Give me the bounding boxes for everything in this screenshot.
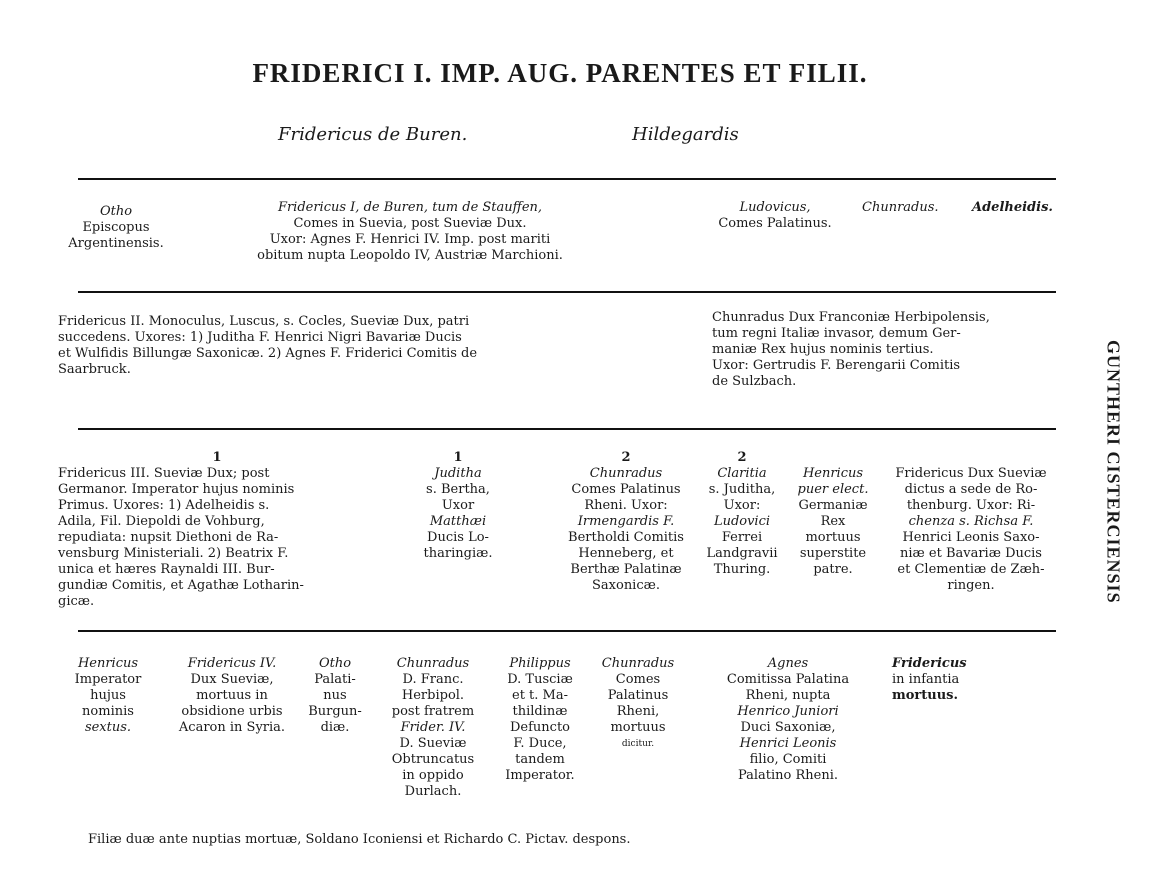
entry-line: chenza s. Richsa F. <box>908 514 1034 529</box>
divider-rule-1 <box>78 178 1056 180</box>
entry-philippus <box>490 656 590 784</box>
entry-line: D. Tusciæ <box>507 672 573 687</box>
entry-line: Palatino Rheni. <box>737 768 839 783</box>
entry-line: Claritia <box>717 466 767 481</box>
entry-line: in infantia <box>892 672 960 687</box>
entry-line: tum regni Italiæ invasor, demum Ger- <box>712 326 961 341</box>
divider-rule-4 <box>78 630 1056 632</box>
entry-line: hujus <box>90 688 126 703</box>
entry-line: Fridericus III. Sueviæ Dux; post <box>58 466 270 481</box>
entry-chunradus-franconia <box>378 656 488 800</box>
entry-fridericus-3 <box>58 450 376 610</box>
entry-line: Fridericus IV. <box>187 656 277 671</box>
ordinal-number: 2 <box>621 450 631 465</box>
entry-line: Comes Palatinus <box>571 482 681 497</box>
entry-line: Henneberg, et <box>578 546 674 561</box>
entry-line: Saarbruck. <box>58 362 131 377</box>
entry-line: niæ et Bavariæ Ducis <box>900 546 1042 561</box>
entry-line: Henrici Leonis Saxo- <box>902 530 1040 545</box>
entry-line: Comes in Suevia, post Sueviæ Dux. <box>293 216 527 231</box>
entry-line: patre. <box>813 562 853 577</box>
entry-line: Adila, Fil. Diepoldi de Vohburg, <box>58 514 265 529</box>
entry-chunradus-1: Chunradus. <box>862 200 939 215</box>
entry-line: post fratrem <box>391 704 475 719</box>
entry-line: repudiata: nupsit Diethoni de Ra- <box>58 530 279 545</box>
ordinal-number: 1 <box>453 450 463 465</box>
entry-line: Henricus <box>802 466 864 481</box>
entry-line: nominis <box>82 704 134 719</box>
entry-line: Rex <box>820 514 846 529</box>
entry-line: Uxor: <box>723 498 761 513</box>
entry-line: ringen. <box>947 578 995 593</box>
entry-henricus-puer <box>788 466 878 578</box>
entry-fridericus-infans <box>892 656 1012 704</box>
entry-line: gundiæ Comitis, et Agathæ Lotharin- <box>58 578 304 593</box>
entry-line: Rheni, <box>616 704 660 719</box>
entry-line: obitum nupta Leopoldo IV, Austriæ Marchioni. <box>257 248 563 263</box>
entry-line: D. Sueviæ <box>399 736 467 751</box>
entry-line: Primus. Uxores: 1) Adelheidis s. <box>58 498 270 513</box>
entry-line: Palatinus <box>607 688 669 703</box>
entry-line: Juditha <box>434 466 482 481</box>
entry-line: maniæ Rex hujus nominis tertius. <box>712 342 934 357</box>
entry-line: et Clementiæ de Zæh- <box>897 562 1045 577</box>
entry-line: Berthæ Palatinæ <box>570 562 682 577</box>
entry-line: mortuus. <box>892 688 959 703</box>
entry-line: et Wulfidis Billungæ Saxonicæ. 2) Agnes F. Friderici Comitis de <box>58 346 478 361</box>
entry-line: mortuus in <box>196 688 268 703</box>
footer-note: Filiæ duæ ante nuptias mortuæ, Soldano Iconiensi et Richardo C. Pictav. despons. <box>88 832 631 847</box>
entry-line: Rheni, nupta <box>745 688 831 703</box>
entry-line: Fridericus II. Monoculus, Luscus, s. Cocles, Sueviæ Dux, patri <box>58 314 470 329</box>
side-title-vertical <box>1099 340 1127 640</box>
entry-fridericus-rothenburg <box>882 466 1060 594</box>
entry-line: sextus. <box>84 720 132 735</box>
entry-line: superstite <box>799 546 867 561</box>
entry-line: dictus a sede de Ro- <box>904 482 1038 497</box>
entry-line: Saxonicæ. <box>592 578 660 593</box>
entry-line: Agnes <box>767 656 809 671</box>
entry-line: tandem <box>515 752 565 767</box>
entry-henricus-6 <box>62 656 154 736</box>
entry-line: mortuus <box>805 530 861 545</box>
entry-line: Fridericus Dux Sueviæ <box>895 466 1047 481</box>
page-title: FRIDERICI I. IMP. AUG. PARENTES ET FILII. <box>252 58 868 88</box>
entry-line: Durlach. <box>404 784 462 799</box>
entry-line: Ducis Lo- <box>427 530 489 545</box>
entry-line: unica et hæres Raynaldi III. Bur- <box>58 562 275 577</box>
entry-line: thildinæ <box>512 704 568 719</box>
entry-otho-palatinus <box>302 656 368 736</box>
entry-line: Dux Sueviæ, <box>190 672 274 687</box>
entry-line: F. Duce, <box>513 736 567 751</box>
entry-line: Palati- <box>314 672 356 687</box>
entry-line: Uxor: Agnes F. Henrici IV. Imp. post mariti <box>269 232 551 247</box>
entry-line: Chunradus <box>589 466 663 481</box>
entry-line: Obtruncatus <box>391 752 475 767</box>
entry-line: Duci Saxoniæ, <box>740 720 836 735</box>
entry-line: Henrici Leonis <box>739 736 837 751</box>
entry-line: Landgravii <box>706 546 778 561</box>
divider-rule-2 <box>78 291 1056 293</box>
entry-line: Otho <box>318 656 352 671</box>
entry-line: Comes Palatinus. <box>718 216 832 231</box>
entry-line: D. Franc. <box>402 672 464 687</box>
entry-otho-episcopus <box>56 204 176 252</box>
entry-adelheidis: Adelheidis. <box>972 200 1053 215</box>
entry-line: Chunradus <box>396 656 470 671</box>
entry-line: Otho <box>99 204 133 219</box>
entry-line: dicitur. <box>621 739 655 749</box>
entry-juditha <box>406 450 510 562</box>
entry-line: s. Bertha, <box>426 482 490 497</box>
entry-line: tharingiæ. <box>423 546 493 561</box>
entry-fridericus-4 <box>164 656 300 736</box>
ordinal-number: 2 <box>737 450 747 465</box>
entry-line: Acaron in Syria. <box>178 720 286 735</box>
entry-line: Fridericus I, de Buren, tum de Stauffen, <box>277 200 543 215</box>
entry-line: Philippus <box>509 656 571 671</box>
entry-line: Herbipol. <box>401 688 465 703</box>
entry-line: in oppido <box>402 768 464 783</box>
entry-line: Burgun- <box>308 704 362 719</box>
father-name: Fridericus de Buren. <box>278 124 468 145</box>
entry-fridericus-2 <box>58 314 588 378</box>
entry-line: diæ. <box>320 720 350 735</box>
entry-fridericus-1 <box>215 200 605 264</box>
entry-line: s. Juditha, <box>708 482 776 497</box>
entry-line: Henrico Juniori <box>737 704 839 719</box>
entry-line: Episcopus <box>82 220 150 235</box>
entry-line: mortuus <box>610 720 666 735</box>
entry-line: Ludovici <box>713 514 771 529</box>
entry-line: Comes <box>615 672 661 687</box>
ordinal-number: 1 <box>212 450 222 465</box>
entry-line: Thuring. <box>713 562 771 577</box>
entry-line: Ferrei <box>721 530 763 545</box>
entry-line: Ludovicus, <box>739 200 811 215</box>
entry-line: vensburg Ministeriali. 2) Beatrix F. <box>58 546 289 561</box>
entry-line: Comitissa Palatina <box>726 672 850 687</box>
entry-claritia <box>694 450 790 578</box>
entry-line: de Sulzbach. <box>712 374 797 389</box>
entry-line: Frider. IV. <box>400 720 466 735</box>
entry-line: gicæ. <box>58 594 95 609</box>
entry-line: succedens. Uxores: 1) Juditha F. Henrici Nigri Bavariæ Ducis <box>58 330 462 345</box>
entry-line: Germanor. Imperator hujus nominis <box>58 482 295 497</box>
entry-line: Uxor <box>441 498 475 513</box>
entry-line: Fridericus <box>892 656 967 671</box>
entry-line: Germaniæ <box>798 498 868 513</box>
entry-line: Chunradus Dux Franconiæ Herbipolensis, <box>712 310 990 325</box>
entry-line: Rheni. Uxor: <box>584 498 668 513</box>
side-title-text: GUNTHERI CISTERCIENSIS <box>1103 340 1124 604</box>
entry-line: obsidione urbis <box>181 704 283 719</box>
entry-line: Chunradus <box>601 656 675 671</box>
entry-line: Bertholdi Comitis <box>568 530 684 545</box>
entry-line: Imperator. <box>505 768 575 783</box>
entry-line: thenburg. Uxor: Ri- <box>906 498 1036 513</box>
entry-ludovicus <box>700 200 850 232</box>
entry-line: Defuncto <box>509 720 570 735</box>
entry-line: Henricus <box>77 656 139 671</box>
entry-chunradus-rheni <box>590 656 686 752</box>
entry-line: nus <box>323 688 347 703</box>
entry-line: et t. Ma- <box>512 688 568 703</box>
entry-line: Uxor: Gertrudis F. Berengarii Comitis <box>712 358 961 373</box>
entry-agnes <box>706 656 870 784</box>
divider-rule-3 <box>78 428 1056 430</box>
entry-line: Irmengardis F. <box>577 514 675 529</box>
entry-line: puer elect. <box>797 482 869 497</box>
entry-line: filio, Comiti <box>749 752 827 767</box>
entry-chunradus-3 <box>712 310 1052 390</box>
entry-line: Matthæi <box>429 514 487 529</box>
entry-line: Imperator <box>74 672 142 687</box>
entry-chunradus-palatinus <box>556 450 696 594</box>
mother-name: Hildegardis <box>632 124 739 145</box>
entry-line: Argentinensis. <box>68 236 164 251</box>
